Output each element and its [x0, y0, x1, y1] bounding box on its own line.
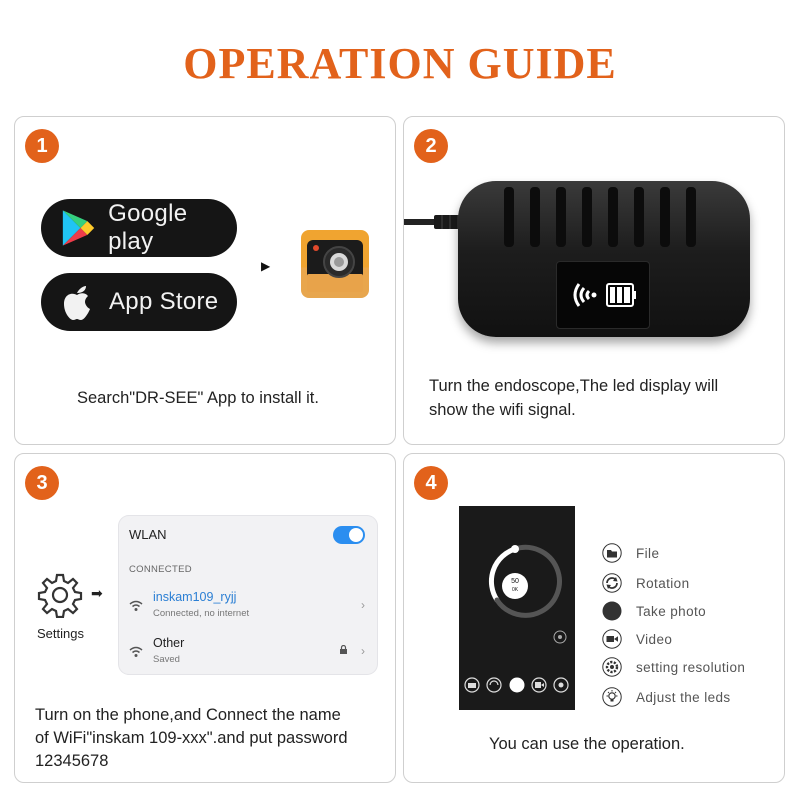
menu-item-label: Adjust the leds: [636, 689, 731, 705]
step-number: 2: [414, 129, 448, 163]
dr-see-app-icon[interactable]: [301, 230, 369, 298]
phone-app-screen: [459, 506, 575, 710]
toggle-knob: [349, 528, 363, 542]
shutter-icon: [602, 601, 622, 621]
menu-item-video[interactable]: [602, 628, 672, 650]
step-1-panel: [14, 116, 396, 445]
camera-lens-icon: [301, 230, 369, 298]
arrow-icon: ▶: [261, 259, 271, 273]
menu-item-take-photo[interactable]: [602, 600, 706, 622]
video-camera-icon: [602, 629, 622, 649]
arrow-icon: ➡: [91, 585, 103, 601]
menu-item-file[interactable]: [602, 542, 659, 564]
menu-item-rotation[interactable]: [602, 572, 689, 594]
apple-icon: [55, 280, 99, 324]
step-number: 3: [25, 466, 59, 500]
menu-item-label: File: [636, 545, 660, 561]
step-3-caption-line3: 12345678: [35, 752, 109, 770]
folder-icon: [602, 543, 622, 563]
menu-item-label: setting resolution: [636, 659, 746, 675]
app-store-label: App Store: [109, 288, 219, 315]
google-play-badge[interactable]: [41, 199, 237, 257]
step-3-caption-line2: of WiFi"inskam 109-xxx".and put password: [35, 729, 348, 747]
menu-item-label: Rotation: [636, 575, 690, 591]
network-status: Saved: [153, 654, 180, 665]
menu-item-label: Video: [636, 631, 673, 647]
step-1-caption: Search"DR-SEE" App to install it.: [77, 389, 319, 407]
page-title: OPERATION GUIDE: [183, 39, 617, 88]
menu-item-adjust-leds[interactable]: [602, 686, 731, 708]
app-store-badge[interactable]: [41, 273, 237, 331]
led-display: [556, 261, 650, 329]
step-3-panel: [14, 453, 396, 783]
google-play-label: Google play: [108, 200, 188, 255]
network-status: Connected, no internet: [153, 608, 250, 619]
wlan-settings-card: [119, 516, 377, 674]
dial-value: 50: [511, 578, 519, 585]
settings-gear-icon[interactable]: [37, 572, 83, 618]
google-play-icon: [55, 206, 98, 250]
menu-item-label: Take photo: [636, 603, 707, 619]
step-number: 4: [414, 466, 448, 500]
wlan-title: WLAN: [129, 527, 167, 542]
step-3-caption-line1: Turn on the phone,and Connect the name: [35, 706, 341, 724]
network-name: inskam109_ryjj: [153, 590, 237, 604]
dial-unit: 0K: [511, 587, 519, 593]
step-4-caption: You can use the operation.: [489, 735, 685, 753]
network-item[interactable]: [119, 634, 377, 670]
step-4-panel: [403, 453, 785, 783]
settings-label: Settings: [37, 626, 84, 641]
rotation-icon: [602, 573, 622, 593]
wifi-icon: [129, 600, 143, 612]
bulb-icon: [602, 687, 622, 707]
step-number: 1: [25, 129, 59, 163]
step-2-panel: [403, 116, 785, 445]
chevron-right-icon: ›: [361, 598, 365, 612]
menu-item-setting-resolution[interactable]: [602, 656, 745, 678]
wlan-toggle[interactable]: [333, 526, 365, 544]
led-icon[interactable]: [553, 630, 567, 644]
step-2-caption-line2: show the wifi signal.: [429, 401, 576, 419]
connected-section-label: CONNECTED: [129, 564, 192, 575]
network-name: Other: [153, 636, 185, 650]
network-item[interactable]: [119, 588, 377, 624]
wifi-battery-icon: [557, 262, 649, 328]
chevron-right-icon: ›: [361, 644, 365, 658]
gear-icon: [602, 657, 622, 677]
step-2-caption-line1: Turn the endoscope,The led display will: [429, 377, 719, 395]
wifi-icon: [129, 646, 143, 658]
lock-icon: [340, 645, 347, 654]
phone-toolbar: [463, 676, 571, 694]
